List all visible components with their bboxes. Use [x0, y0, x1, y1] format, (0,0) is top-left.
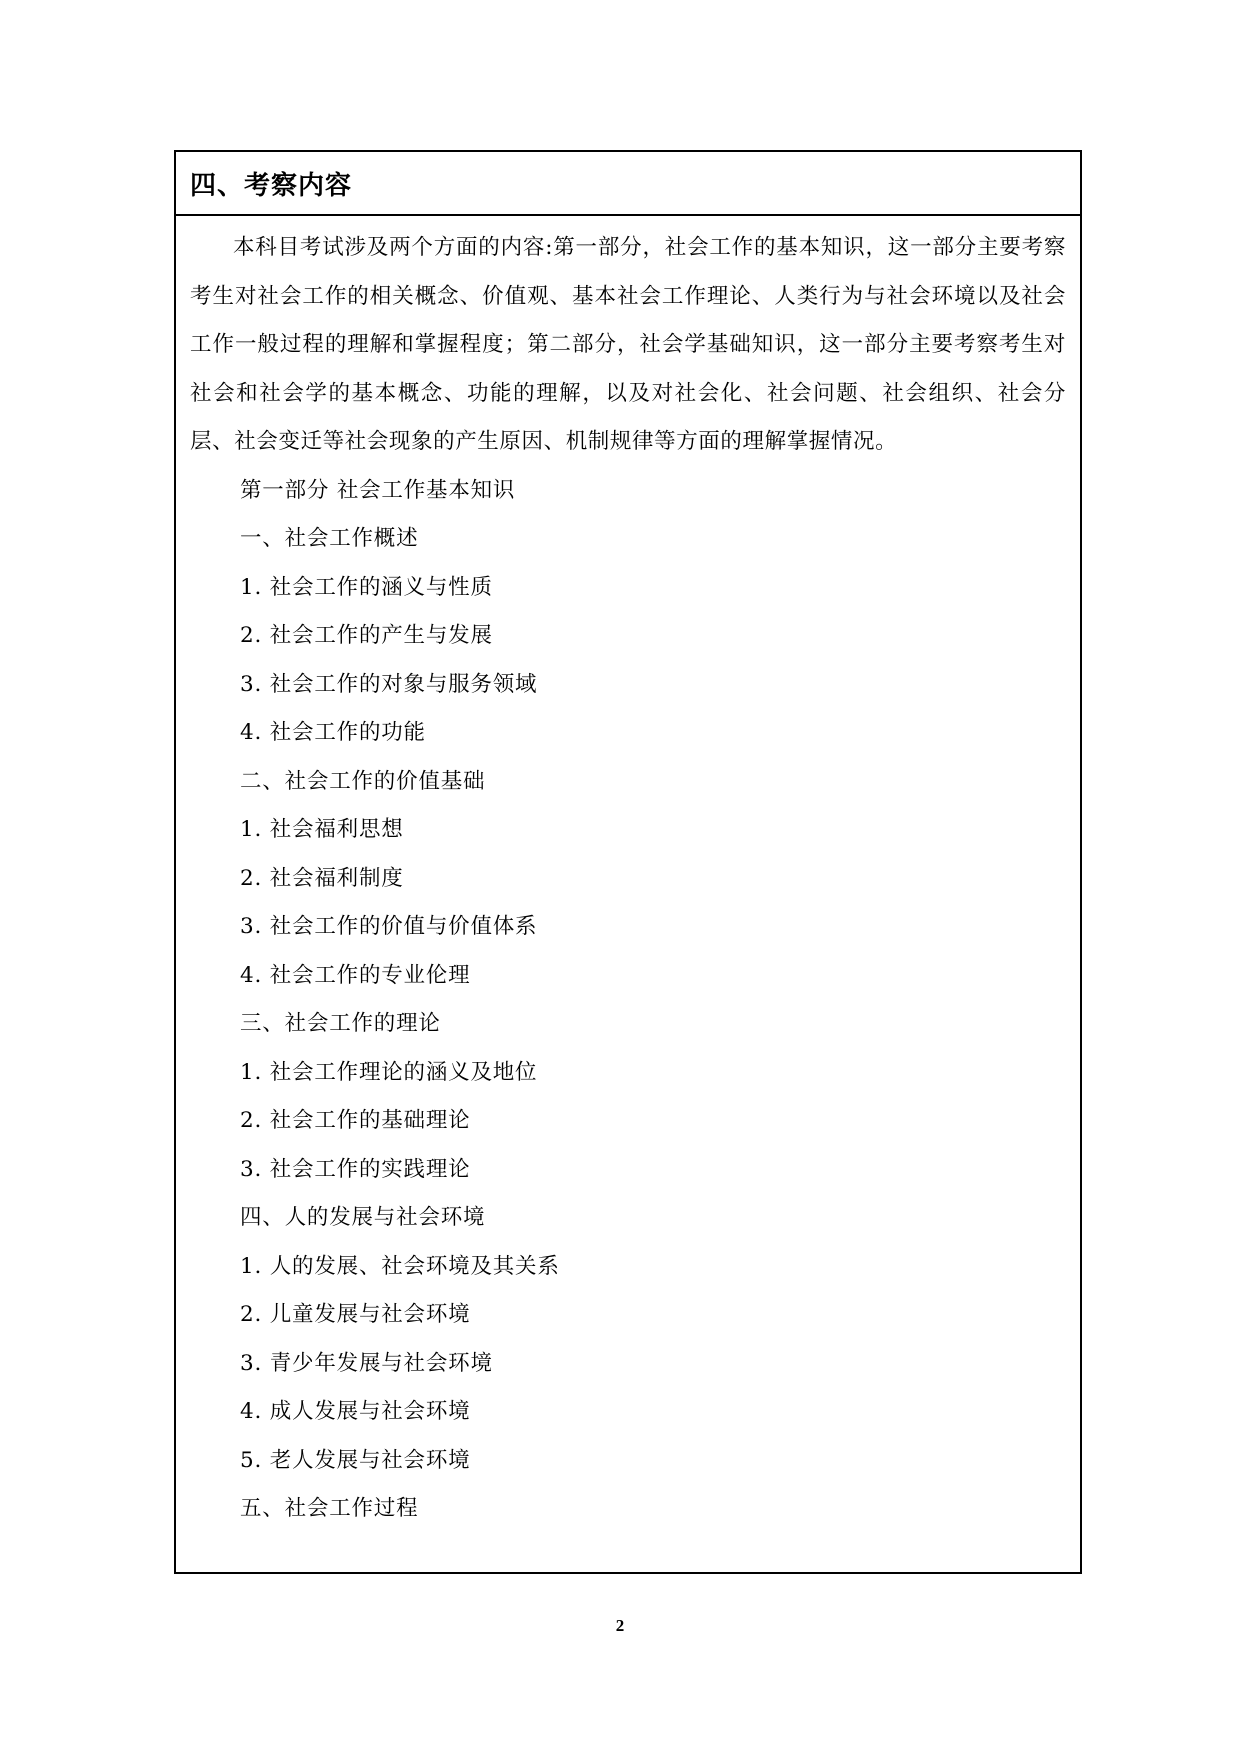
outline-item: 3. 社会工作的价值与价值体系	[240, 914, 538, 939]
outline-item: 1. 人的发展、社会环境及其关系	[240, 1253, 560, 1279]
outline-item: 4. 社会工作的功能	[240, 720, 426, 745]
intro-paragraph: 本科目考试涉及两个方面的内容:第一部分，社会工作的基本知识，这一部分主要考察考生对社会工作的相关概念、价值观、基本社会工作理论、人类行为与社会环境以及社会工作一般过程的理解和掌握程度；第二部分，社会学基础知识，这一部分主要考察考生对社会和社会学的基本概念、功能的理解，以及对社会化、社会问题、社会组织、社会分层、社会变迁等社会现象的产生原因、机制规律等方面的理解掌握情况。	[190, 235, 1066, 454]
outline-list	[190, 467, 1066, 1534]
outline-chapter: 二、社会工作的价值基础	[240, 768, 486, 794]
outline-item: 2. 社会工作的产生与发展	[240, 623, 493, 648]
outline-chapter: 一、社会工作概述	[240, 526, 419, 551]
outline-item: 3. 青少年发展与社会环境	[240, 1350, 493, 1376]
outline-item: 1. 社会福利思想	[240, 817, 404, 842]
section-heading: 四、考察内容	[190, 170, 353, 201]
outline-item: 2. 社会工作的基础理论	[240, 1108, 471, 1133]
outline-chapter: 五、社会工作过程	[240, 1496, 419, 1521]
outline-item: 4. 社会工作的专业伦理	[240, 962, 471, 988]
outline-item: 2. 儿童发展与社会环境	[240, 1302, 471, 1327]
outline-item: 3. 社会工作的对象与服务领域	[240, 671, 538, 697]
page-number: 2	[615, 1616, 625, 1635]
outline-item: 1. 社会工作理论的涵义及地位	[240, 1059, 538, 1085]
outline-item: 4. 成人发展与社会环境	[240, 1399, 471, 1424]
content-table	[174, 150, 1082, 1574]
outline-item: 5. 老人发展与社会环境	[240, 1447, 471, 1473]
section-body	[176, 216, 1080, 1534]
outline-chapter: 三、社会工作的理论	[240, 1011, 441, 1036]
outline-item: 1. 社会工作的涵义与性质	[240, 574, 493, 600]
outline-part-title: 第一部分 社会工作基本知识	[240, 477, 516, 503]
heading-row	[176, 152, 1080, 216]
outline-chapter: 四、人的发展与社会环境	[240, 1205, 486, 1230]
outline-item: 3. 社会工作的实践理论	[240, 1156, 471, 1182]
outline-item: 2. 社会福利制度	[240, 865, 404, 891]
